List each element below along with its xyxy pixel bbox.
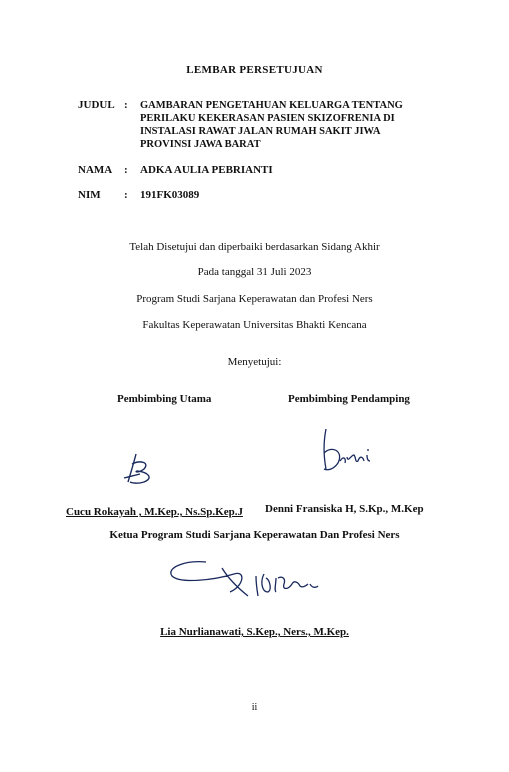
judul-line-4: PROVINSI JAWA BARAT — [140, 139, 261, 150]
judul-line-3: INSTALASI RAWAT JALAN RUMAH SAKIT JIWA — [140, 126, 381, 137]
signature-ketua-image — [164, 552, 324, 604]
nama-value: ADKA AULIA PEBRIANTI — [140, 164, 273, 176]
nama-colon: : — [124, 164, 128, 176]
judul-label: JUDUL — [78, 99, 115, 111]
pembimbing-pendamping-name: Denni Fransiska H, S.Kp., M.Kep — [265, 503, 424, 515]
approval-line-1: Telah Disetujui dan diperbaiki berdasarkan Sidang Akhir — [129, 241, 380, 253]
signature-pendamping-image — [318, 425, 378, 475]
page-title: LEMBAR PERSETUJUAN — [186, 64, 323, 76]
menyetujui-label: Menyetujui: — [227, 356, 282, 368]
judul-line-2: PERILAKU KEKERASAN PASIEN SKIZOFRENIA DI — [140, 113, 395, 124]
pembimbing-pendamping-label: Pembimbing Pendamping — [288, 393, 410, 405]
ketua-program-name: Lia Nurlianawati, S.Kep., Ners., M.Kep. — [160, 626, 349, 638]
approval-line-3: Program Studi Sarjana Keperawatan dan Profesi Ners — [136, 293, 373, 305]
approval-line-4: Fakultas Keperawatan Universitas Bhakti Kencana — [142, 319, 367, 331]
judul-colon: : — [124, 99, 128, 111]
approval-line-2: Pada tanggal 31 Juli 2023 — [197, 266, 312, 278]
judul-line-1: GAMBARAN PENGETAHUAN KELUARGA TENTANG — [140, 100, 403, 111]
nim-label: NIM — [78, 189, 101, 201]
page-number: ii — [251, 702, 258, 713]
ketua-program-label: Ketua Program Studi Sarjana Keperawatan Dan Profesi Ners — [109, 529, 400, 541]
pembimbing-utama-label: Pembimbing Utama — [117, 393, 212, 405]
pembimbing-utama-name: Cucu Rokayah , M.Kep., Ns.Sp.Kep.J — [66, 506, 243, 518]
nim-colon: : — [124, 189, 128, 201]
nama-label: NAMA — [78, 164, 113, 176]
nim-value: 191FK03089 — [140, 189, 200, 201]
judul-value — [140, 99, 440, 151]
signature-utama-image — [122, 452, 162, 486]
